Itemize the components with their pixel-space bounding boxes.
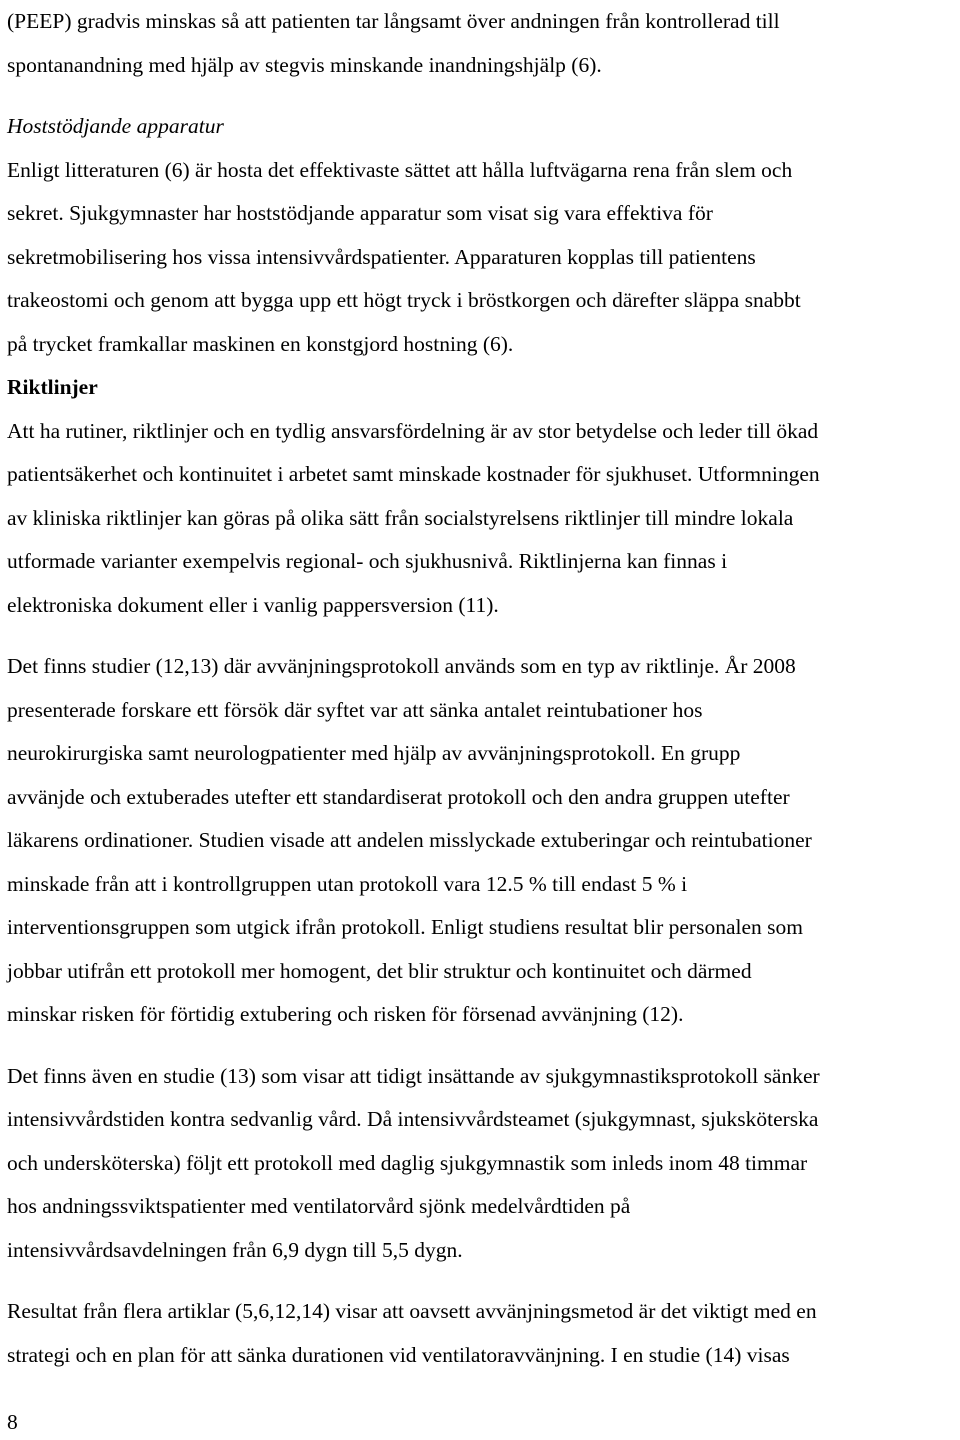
text-line: (PEEP) gradvis minskas så att patienten tar långsamt över andningen från kontrollerad till (7, 9, 780, 33)
text-line: elektroniska dokument eller i vanlig pappersversion (11). (7, 592, 499, 617)
text-line: jobbar utifrån ett protokoll mer homogent, det blir struktur och kontinuitet och därmed (7, 958, 752, 983)
text-line: Att ha rutiner, riktlinjer och en tydlig ansvarsfördelning är av stor betydelse och leder till ökad (7, 418, 819, 443)
text-line: läkarens ordinationer. Studien visade att andelen misslyckade extuberingar och reintubationer (7, 828, 812, 852)
text-line: strategi och en plan för att sänka durationen vid ventilatoravvänjning. I en studie (14) visas (7, 1342, 790, 1367)
text-line: Resultat från flera artiklar (5,6,12,14) visar att oavsett avvänjningsmetod är det viktigt med en (7, 1299, 817, 1323)
text-line: av kliniska riktlinjer kan göras på olika sätt från socialstyrelsens riktlinjer till mindre lokala (7, 505, 794, 530)
paragraph-resultat (7, 1290, 957, 1377)
text-line: och undersköterska) följt ett protokoll med daglig sjukgymnastik som inleds inom 48 timmar (7, 1150, 808, 1175)
text-line: minskade från att i kontrollgruppen utan protokoll vara 12.5 % till endast 5 % i (7, 871, 688, 896)
text-line: interventionsgruppen som utgick ifrån protokoll. Enligt studiens resultat blir personalen som (7, 915, 803, 939)
page-number: 8 (7, 1410, 18, 1434)
section-hoststodjande-apparatur (7, 105, 957, 366)
text-line: Det finns studier (12,13) där avvänjningsprotokoll används som en typ av riktlinje. År 2008 (7, 654, 796, 678)
text-line: Enligt litteraturen (6) är hosta det effektivaste sättet att hålla luftvägarna rena från slem och (7, 157, 793, 182)
paragraph-gap (7, 1037, 957, 1055)
text-line: utformade varianter exempelvis regional- och sjukhusnivå. Riktlinjerna kan finnas i (7, 549, 728, 573)
text-line: sekret. Sjukgymnaster har hoststödjande apparatur som visat sig vara effektiva för (7, 201, 713, 225)
paragraph-sjukgymnastiksprotokoll (7, 1055, 957, 1273)
section-heading: Riktlinjer (7, 375, 98, 399)
text-line: hos andningssviktspatienter med ventilatorvård sjönk medelvårdtiden på (7, 1194, 631, 1218)
paragraph-avvanjningsprotokoll (7, 645, 957, 1037)
text-line: intensivvårdstiden kontra sedvanlig vård. Då intensivvårdsteamet (sjukgymnast, sjuksköterska (7, 1107, 819, 1131)
section-subheading: Hoststödjande apparatur (7, 114, 224, 138)
text-line: intensivvårdsavdelningen från 6,9 dygn till 5,5 dygn. (7, 1237, 463, 1262)
text-line: presenterade forskare ett försök där syftet var att sänka antalet reintubationer hos (7, 697, 703, 722)
paragraph-gap (7, 627, 957, 645)
text-line: patientsäkerhet och kontinuitet i arbetet samt minskade kostnader för sjukhuset. Utformningen (7, 462, 820, 486)
section-riktlinjer (7, 366, 957, 627)
text-line: trakeostomi och genom att bygga upp ett högt tryck i bröstkorgen och därefter släppa snabbt (7, 288, 801, 312)
paragraph-gap (7, 1272, 957, 1290)
text-line: sekretmobilisering hos vissa intensivvårdspatienter. Apparaturen kopplas till patientens (7, 244, 756, 269)
text-line: avvänjde och extuberades utefter ett standardiserat protokoll och den andra gruppen utefter (7, 784, 790, 809)
paragraph-peep-continuation (7, 0, 957, 87)
paragraph-gap (7, 87, 957, 105)
text-line: neurokirurgiska samt neurologpatienter med hjälp av avvänjningsprotokoll. En grupp (7, 741, 741, 765)
text-line: Det finns även en studie (13) som visar att tidigt insättande av sjukgymnastiksprotokoll sänker (7, 1063, 820, 1088)
text-line: minskar risken för förtidig extubering och risken för försenad avvänjning (12). (7, 1002, 684, 1026)
document-page (7, 0, 957, 1377)
text-line: spontanandning med hjälp av stegvis minskande inandningshjälp (6). (7, 52, 602, 77)
text-line: på trycket framkallar maskinen en konstgjord hostning (6). (7, 331, 514, 356)
